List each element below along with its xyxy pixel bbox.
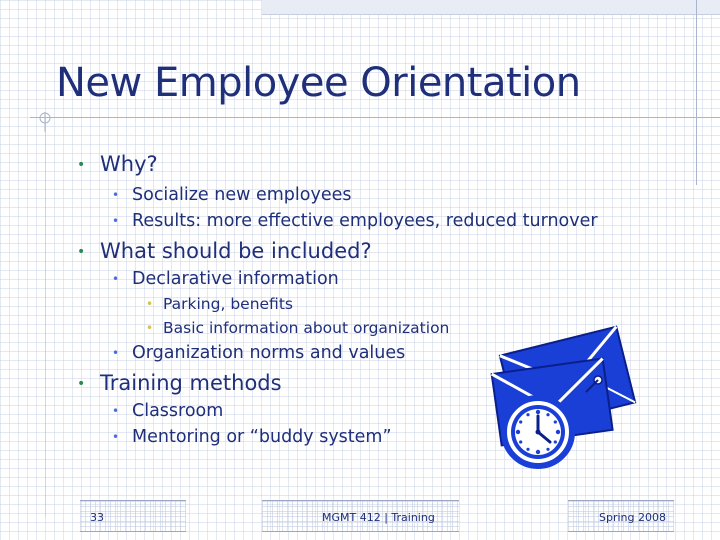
bullet-item xyxy=(112,185,352,205)
bullet-item xyxy=(112,343,406,363)
footer-term-box xyxy=(568,500,674,532)
bullet-marker: • xyxy=(77,376,86,392)
bullet-item xyxy=(146,319,450,337)
bullet-marker: • xyxy=(112,272,120,286)
bullet-text: Organization norms and values xyxy=(132,343,406,363)
bullet-text: Classroom xyxy=(132,401,224,421)
bullet-item xyxy=(77,371,282,395)
bullet-text: Mentoring or “buddy system” xyxy=(132,427,392,447)
bullet-marker: • xyxy=(77,244,86,260)
bullet-item xyxy=(112,211,598,231)
bullet-text: What should be included? xyxy=(100,239,372,263)
bullet-item xyxy=(112,269,339,289)
footer-term: Spring 2008 xyxy=(599,511,666,524)
footer-course-box xyxy=(262,500,459,532)
bullet-text: Socialize new employees xyxy=(132,185,352,205)
bullet-marker: • xyxy=(146,321,154,335)
bullet-text: Parking, benefits xyxy=(163,295,293,313)
bullet-item xyxy=(146,295,293,313)
bullet-item xyxy=(77,152,158,176)
bullet-text: Basic information about organization xyxy=(163,319,450,337)
footer-course: MGMT 412 | Training xyxy=(322,511,435,524)
footer-page-number-box xyxy=(80,500,186,532)
bullet-marker: • xyxy=(112,430,120,444)
bullet-marker: • xyxy=(112,188,120,202)
bullet-text: Declarative information xyxy=(132,269,339,289)
bullet-text: Why? xyxy=(100,152,158,176)
bullet-text: Results: more effective employees, reduced turnover xyxy=(132,211,598,231)
bullet-item xyxy=(112,401,224,421)
bullet-marker: • xyxy=(112,404,120,418)
bullet-item xyxy=(112,427,392,447)
bullet-marker: • xyxy=(112,346,120,360)
bullet-item xyxy=(77,239,372,263)
page-number: 33 xyxy=(90,511,104,524)
bullet-marker: • xyxy=(77,157,86,173)
bullet-marker: • xyxy=(146,297,154,311)
bullet-marker: • xyxy=(112,214,120,228)
bullet-text: Training methods xyxy=(100,371,282,395)
slide-title: New Employee Orientation xyxy=(56,60,581,106)
envelope-clock-icon xyxy=(486,320,646,470)
